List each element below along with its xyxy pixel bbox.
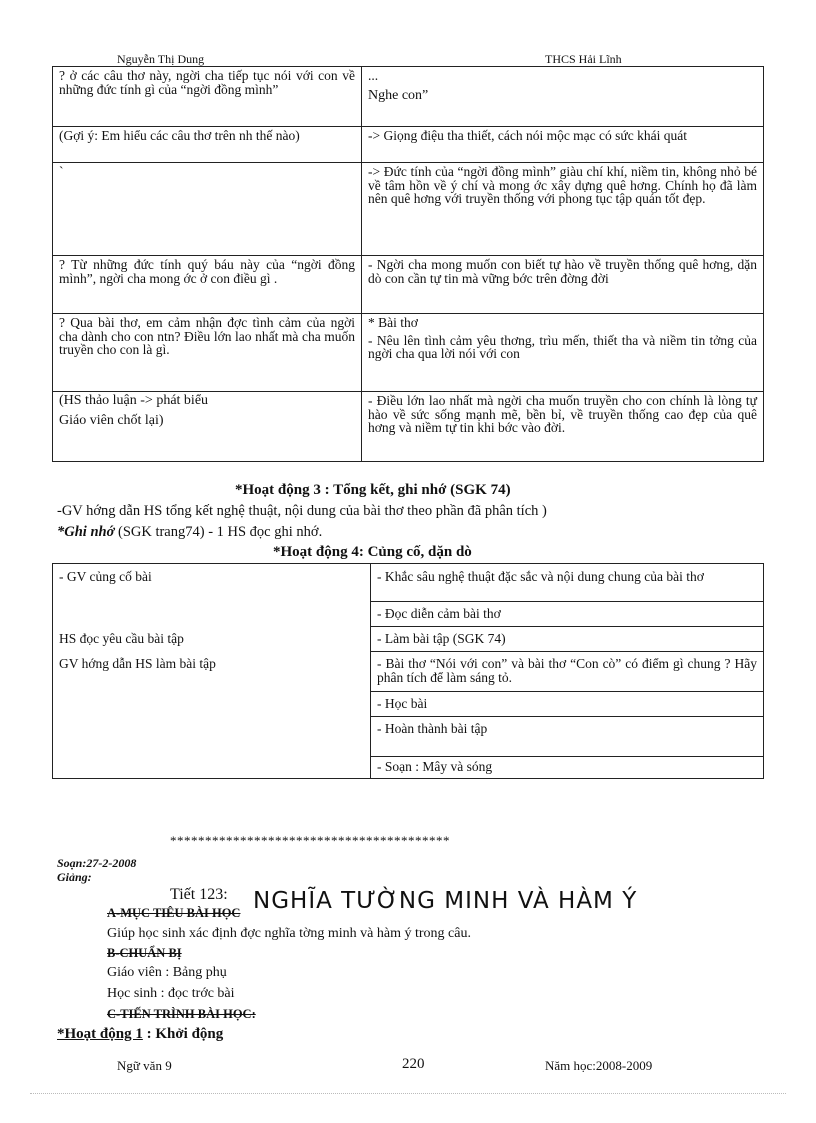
cell-text: - Điều lớn lao nhất mà ngời cha muốn truyền cho con chính là lòng tự hào về sức sống mạnh mẽ, bền bỉ, về truyền thống cao đẹp của quê hơng và niềm tự tin khi bớc vào đời. [368, 393, 757, 435]
cell-text: -> Đức tính của “ngời đồng mình” giàu chí khí, niềm tin, không nhỏ bé về tâm hồn về ý chí và mong ớc xây dựng quê hơng. Chính họ đã làm nên quê hơng với truyền thống với phong tục tập quán tốt đẹp. [368, 164, 757, 206]
table-cell-answer [362, 256, 764, 314]
table-cell-left [53, 717, 371, 757]
table-cell-question [53, 163, 362, 256]
table-cell-answer [362, 67, 764, 127]
cell-text: - Nêu lên tình cảm yêu thơng, trìu mến, thiết tha và niềm tin tởng của ngời cha qua lời nói với con [368, 332, 757, 361]
section-b-heading: B-CHUẨN BỊ [107, 946, 182, 960]
table-row [53, 627, 764, 652]
header-author: Nguyễn Thị Dung [117, 52, 205, 66]
cell-text: -> Giọng điệu tha thiết, cách nói mộc mạc có sức khái quát [368, 128, 687, 143]
activity-1-text: : Khởi động [142, 1026, 224, 1042]
cell-text: Nghe con” [368, 87, 429, 103]
table-cell-left: - GV củng cố bài [53, 564, 371, 602]
section-b-teacher: Giáo viên : Bảng phụ [107, 965, 227, 980]
lesson-table-1 [52, 66, 764, 462]
table-cell-answer [362, 392, 764, 462]
table-row [53, 314, 764, 392]
activity-4-heading: *Hoạt động 4: Củng cố, dặn dò [273, 544, 472, 560]
star-separator: **************************************** [170, 833, 450, 848]
table-cell-question [53, 314, 362, 392]
activity-3-heading: *Hoạt động 3 : Tổng kết, ghi nhớ (SGK 74) [235, 482, 511, 498]
table-cell-left: GV hớng dẫn HS làm bài tập [53, 652, 371, 692]
page-number: 220 [402, 1056, 425, 1072]
table-cell-right: - Bài thơ “Nói với con” và bài thơ “Con cò” có điểm gì chung ? Hãy phân tích để làm sáng tỏ. [371, 652, 764, 692]
table-cell-answer [362, 127, 764, 163]
table-row [53, 757, 764, 779]
table-row [53, 392, 764, 462]
table-cell-left [53, 757, 371, 779]
ghi-nho-text: (SGK trang74) - 1 HS đọc ghi nhớ. [114, 524, 323, 540]
table-cell-right: - Học bài [371, 692, 764, 717]
section-a-text: Giúp học sinh xác định đợc nghĩa tờng minh và hàm ý trong câu. [107, 926, 471, 941]
table-cell-right: - Làm bài tập (SGK 74) [371, 627, 764, 652]
page-bottom-divider [30, 1093, 786, 1094]
table-row [53, 602, 764, 627]
cell-text: ? Từ những đức tính quý báu này của “ngời đồng mình”, ngời cha mong ớc ở con điều gì . [59, 257, 355, 286]
table-cell-answer [362, 163, 764, 256]
cell-text: ` [59, 164, 64, 179]
teacher-instruction: -GV hớng dẫn HS tổng kết nghệ thuật, nội dung của bài thơ theo phần đã phân tích ) [57, 503, 547, 519]
cell-text: * Bài thơ [368, 315, 418, 330]
activity-1-label: *Hoạt động 1 [57, 1026, 143, 1042]
activity-1-heading [57, 1026, 223, 1043]
cell-text: (HS thảo luận -> phát biểu [59, 393, 209, 408]
header-school: THCS Hải Lĩnh [545, 52, 622, 66]
table-cell-right: - Hoàn thành bài tập [371, 717, 764, 757]
table-cell-right: - Soạn : Mây và sóng [371, 757, 764, 779]
lesson-number: Tiết 123: [170, 886, 228, 903]
cell-text: Giáo viên chốt lại) [59, 412, 164, 428]
footer-school-year: Năm học:2008-2009 [545, 1058, 653, 1073]
table-row [53, 163, 764, 256]
table-cell-question [53, 256, 362, 314]
table-cell-question [53, 127, 362, 163]
teaching-date: Giảng: [57, 870, 92, 884]
table-row [53, 717, 764, 757]
table-cell-answer [362, 314, 764, 392]
table-cell-right: - Đọc diễn cảm bài thơ [371, 602, 764, 627]
section-a-heading: A-MỤC TIÊU BÀI HỌC [107, 906, 241, 920]
table-cell-question [53, 392, 362, 462]
table-row [53, 256, 764, 314]
cell-text: (Gợi ý: Em hiểu các câu thơ trên nh thế nào) [59, 128, 300, 143]
table-cell-left: HS đọc yêu cầu bài tập [53, 627, 371, 652]
table-cell-left [53, 602, 371, 627]
table-row [53, 692, 764, 717]
table-row [53, 127, 764, 163]
table-cell-question [53, 67, 362, 127]
table-row [53, 564, 764, 602]
prepared-date: Soạn:27-2-2008 [57, 856, 137, 870]
section-b-student: Học sinh : đọc trớc bài [107, 986, 235, 1001]
lesson-title: NGHĨA TƯỜNG MINH VÀ HÀM Ý [253, 888, 638, 914]
table-cell-right: - Khắc sâu nghệ thuật đặc sắc và nội dung chung của bài thơ [371, 564, 764, 602]
table-row [53, 652, 764, 692]
ghi-nho-label: *Ghi nhớ [57, 524, 115, 540]
cell-text: ... [368, 68, 379, 83]
cell-text: - Ngời cha mong muốn con biết tự hào về truyền thống quê hơng, dặn dò con cần tự tin mà vững bớc trên đờng đời [368, 257, 757, 286]
lesson-table-2 [52, 563, 764, 779]
cell-text: ? ở các câu thơ này, ngời cha tiếp tục nói với con về những đức tính gì của “ngời đồng mình” [59, 68, 355, 97]
table-cell-left [53, 692, 371, 717]
section-c-heading: C-TIẾN TRÌNH BÀI HỌC: [107, 1007, 256, 1021]
table-row [53, 67, 764, 127]
footer-subject: Ngữ văn 9 [117, 1058, 172, 1073]
cell-text: ? Qua bài thơ, em cảm nhận đợc tình cảm của ngời cha dành cho con ntn? Điều lớn lao nhất mà cha muốn truyền cho con là gì. [59, 315, 355, 357]
ghi-nho-line [57, 524, 322, 541]
